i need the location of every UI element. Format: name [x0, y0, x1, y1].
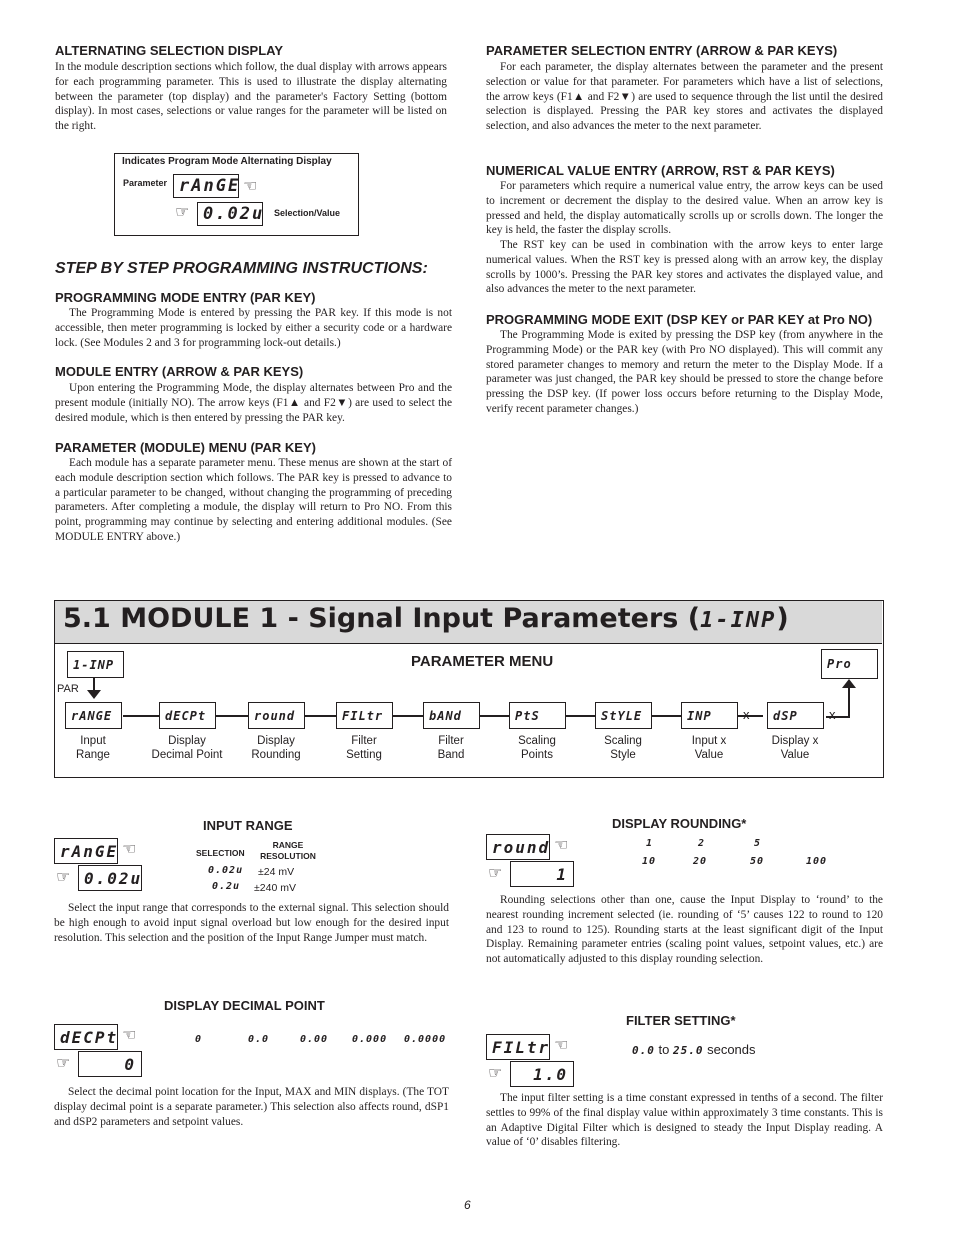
pmx-heading: PROGRAMMING MODE EXIT (DSP KEY or PAR KEY at Pro NO) [486, 312, 873, 327]
pmm-text: Each module has a separate parameter menu. These menus are shown at the start of each module description section which follows. The PAR key is pressed to advance to a particular parameter to be changed, without changing the programming of preceding parameters. After completing a module, the display will return to Pro NO. From this point, programming may continue by selecting and entering additional modules. (See MODULE ENTRY above.) [55, 457, 452, 543]
me-heading: MODULE ENTRY (ARROW & PAR KEYS) [55, 364, 304, 379]
pme-text: The Programming Mode is entered by pressing the PAR key. If this mode is not accessible, then meter programming is locked by either a security code or a hardware lock. (See Modules 2 and 3 for programming lock-out details.) [55, 307, 452, 349]
resolution-column-header: RANGE RESOLUTION [260, 840, 316, 861]
filter-range: 0.0 to 25.0 seconds [632, 1042, 756, 1057]
rounding-bottom-display: 1 [510, 861, 574, 887]
up-arrow-icon [842, 679, 856, 688]
menu-item-label: Display x Value [771, 735, 819, 761]
menu-item-display: StYLE [595, 702, 652, 729]
menu-item-label: Display Decimal Point [151, 735, 223, 761]
rounding-top-display: round [486, 834, 550, 860]
menu-item-display: rANGE [65, 702, 122, 729]
menu-item-label: Filter Band [437, 735, 465, 761]
menu-item-label: Scaling Points [518, 735, 556, 761]
decimal-option: 0.00 [300, 1034, 329, 1045]
pme-heading: PROGRAMMING MODE ENTRY (PAR KEY) [55, 290, 316, 305]
filter-top-display: FILtr [486, 1034, 550, 1060]
alt-display-figure [114, 153, 359, 236]
figure-selection-label: Selection/Value [274, 208, 341, 218]
menu-end-display: Pro [821, 649, 878, 679]
pse-heading: PARAMETER SELECTION ENTRY (ARROW & PAR KEYS) [486, 43, 838, 58]
decimal-option: 0.0 [248, 1034, 270, 1045]
arrow-hand-icon: ☞ [56, 1053, 71, 1072]
menu-item-display: FILtr [336, 702, 393, 729]
page-number: 6 [464, 1198, 471, 1212]
menu-item-display: INP [681, 702, 738, 729]
menu-item-x-suffix: x [743, 707, 750, 722]
menu-item-display: dECPt [159, 702, 216, 729]
menu-item-label: Filter Setting [346, 735, 382, 761]
module-title-bar [55, 601, 882, 644]
figure-bottom-display: 0.02u [197, 202, 263, 226]
pmm-heading: PARAMETER (MODULE) MENU (PAR KEY) [55, 440, 316, 455]
par-label: PAR [57, 683, 79, 695]
menu-item-label: Input Range [76, 735, 110, 761]
range-option: 0.02u [208, 865, 244, 876]
rounding-text: Rounding selections other than one, cause the Input Display to ‘round’ to the nearest rounding increment selected (ie. rounding of ‘5’ causes 122 to round to 120 and 123 to round to 125). Rounding starts at the least significant digit of the Input Display. Remaining parameter entries (scaling point values, setpoint values, etc.) are not automatically adjusted to this display rounding selection. [486, 894, 883, 966]
input-range-text: Select the input range that corresponds to the external signal. This selection should be high enough to avoid input signal overload but low enough for the desired input resolution. This selection and the position of the Input Range Jumper must match. [54, 902, 449, 944]
decimal-point-bottom-display: 0 [78, 1051, 142, 1077]
nve-text-2: The RST key can be used in combination with the arrow keys to enter large numerical values. When the RST key is pressed along with an arrow key, the display scrolls by 1000’s. Pressing the PAR key stores and activates the displayed value, and also advances the meter to the next parameter. [486, 239, 883, 296]
rounding-option: 1 [646, 838, 654, 849]
arrow-hand-icon: ☜ [554, 1035, 569, 1054]
range-resolution: ±24 mV [258, 866, 295, 878]
menu-item-display: round [248, 702, 305, 729]
figure-top-display: rAnGE [173, 174, 239, 198]
rounding-option: 100 [806, 856, 828, 867]
arrow-hand-icon: ☞ [488, 863, 503, 882]
menu-item-display: bANd [423, 702, 480, 729]
menu-start-display: 1-INP [67, 651, 124, 678]
menu-item-label: Display Rounding [251, 735, 301, 761]
module-title: 5.1 MODULE 1 - Signal Input Parameters (1-INP) [63, 603, 789, 634]
rounding-option: 20 [693, 856, 708, 867]
arrow-hand-icon: ☜ [122, 1025, 137, 1044]
input-range-heading: INPUT RANGE [203, 818, 293, 833]
decimal-option: 0.0000 [404, 1034, 447, 1045]
rounding-heading: DISPLAY ROUNDING* [612, 816, 747, 831]
down-arrow-icon [87, 690, 101, 699]
arrow-hand-icon: ☞ [488, 1063, 503, 1082]
range-option: 0.2u [212, 881, 241, 892]
step-heading: STEP BY STEP PROGRAMMING INSTRUCTIONS: [55, 260, 428, 277]
figure-param-label: Parameter [123, 178, 168, 188]
nve-text-1: For parameters which require a numerical value entry, the arrow keys can be used to increment or decrement the display to the desired value. When an arrow key is pressed and held, the display automatically scrolls up or scrolls down. The longer the key is held, the faster the display scrolls. [486, 180, 883, 237]
filter-bottom-display: 1.0 [510, 1061, 574, 1087]
arrow-hand-icon: ☜ [243, 176, 258, 195]
nve-heading: NUMERICAL VALUE ENTRY (ARROW, RST & PAR KEYS) [486, 163, 835, 178]
menu-item-x-suffix: x [829, 707, 836, 722]
arrow-hand-icon: ☞ [175, 202, 190, 221]
menu-item-display: dSP [767, 702, 824, 729]
menu-item-label: Input x Value [691, 735, 727, 761]
selection-column-header: SELECTION [196, 848, 245, 858]
pmx-text: The Programming Mode is exited by pressing the DSP key (from anywhere in the Programming Mode) or the PAR key (with Pro NO displayed). This will commit any stored parameter changes to memory and return the meter to the Display Mode. If a parameter was just changed, the PAR key should be pressed to store the change before pressing the DSP key. (If power loss occurs before returning to the Display Mode, verify recent parameter changes.) [486, 329, 883, 415]
decimal-option: 0.000 [352, 1034, 388, 1045]
return-line-vertical [848, 687, 850, 717]
filter-text: The input filter setting is a time constant expressed in tenths of a second. The filter settles to 99% of the final display value within approximately 3 time constants. This is an Adaptive Digital Filter which is designed to steady the Input Display reading. A value of ‘0’ disables filtering. [486, 1092, 883, 1149]
input-range-bottom-display: 0.02u [78, 865, 142, 891]
pse-text: For each parameter, the display alternates between the parameter and the present selection or value for that parameter. For parameters which have a list of selections, the arrow keys (F1▲ and F2▼) are used to sequence through the list until the desired selection is displayed. Pressing the PAR key stores and activates the displayed selection, and also advances the meter to the next parameter. [486, 61, 883, 133]
rounding-option: 5 [754, 838, 762, 849]
decimal-point-text: Select the decimal point location for the Input, MAX and MIN displays. (The TOT display decimal point is a separate parameter.) This selection also affects round, dSP1 and dSP2 parameters and setpoint values. [54, 1086, 449, 1128]
input-range-top-display: rAnGE [54, 838, 118, 864]
range-resolution: ±240 mV [254, 882, 296, 894]
arrow-hand-icon: ☜ [122, 839, 137, 858]
alt-display-heading: ALTERNATING SELECTION DISPLAY [55, 43, 283, 58]
figure-title: Indicates Program Mode Alternating Display [122, 156, 332, 167]
decimal-point-top-display: dECPt [54, 1024, 118, 1050]
arrow-hand-icon: ☜ [554, 835, 569, 854]
arrow-hand-icon: ☞ [56, 867, 71, 886]
rounding-option: 50 [750, 856, 765, 867]
rounding-option: 2 [698, 838, 706, 849]
alt-display-text: In the module description sections which follow, the dual display with arrows appears for each programming parameter. This is used to illustrate the display alternating between the parameter (top display) and the parameter's Factory Setting (bottom display). In most cases, selections or value ranges for the parameter will be listed on the right. [55, 61, 447, 133]
menu-item-display: PtS [509, 702, 566, 729]
rounding-option: 10 [642, 856, 657, 867]
me-text: Upon entering the Programming Mode, the display alternates between Pro and the present module (initially NO). The arrow keys (F1▲ and F2▼) are used to select the desired module, which is then entered by pressing the PAR key. [55, 382, 452, 424]
decimal-option: 0 [195, 1034, 203, 1045]
module-1-section [54, 600, 884, 778]
menu-item-label: Scaling Style [604, 735, 642, 761]
decimal-point-heading: DISPLAY DECIMAL POINT [164, 998, 325, 1013]
parameter-menu-label: PARAMETER MENU [411, 653, 554, 670]
filter-heading: FILTER SETTING* [626, 1013, 736, 1028]
